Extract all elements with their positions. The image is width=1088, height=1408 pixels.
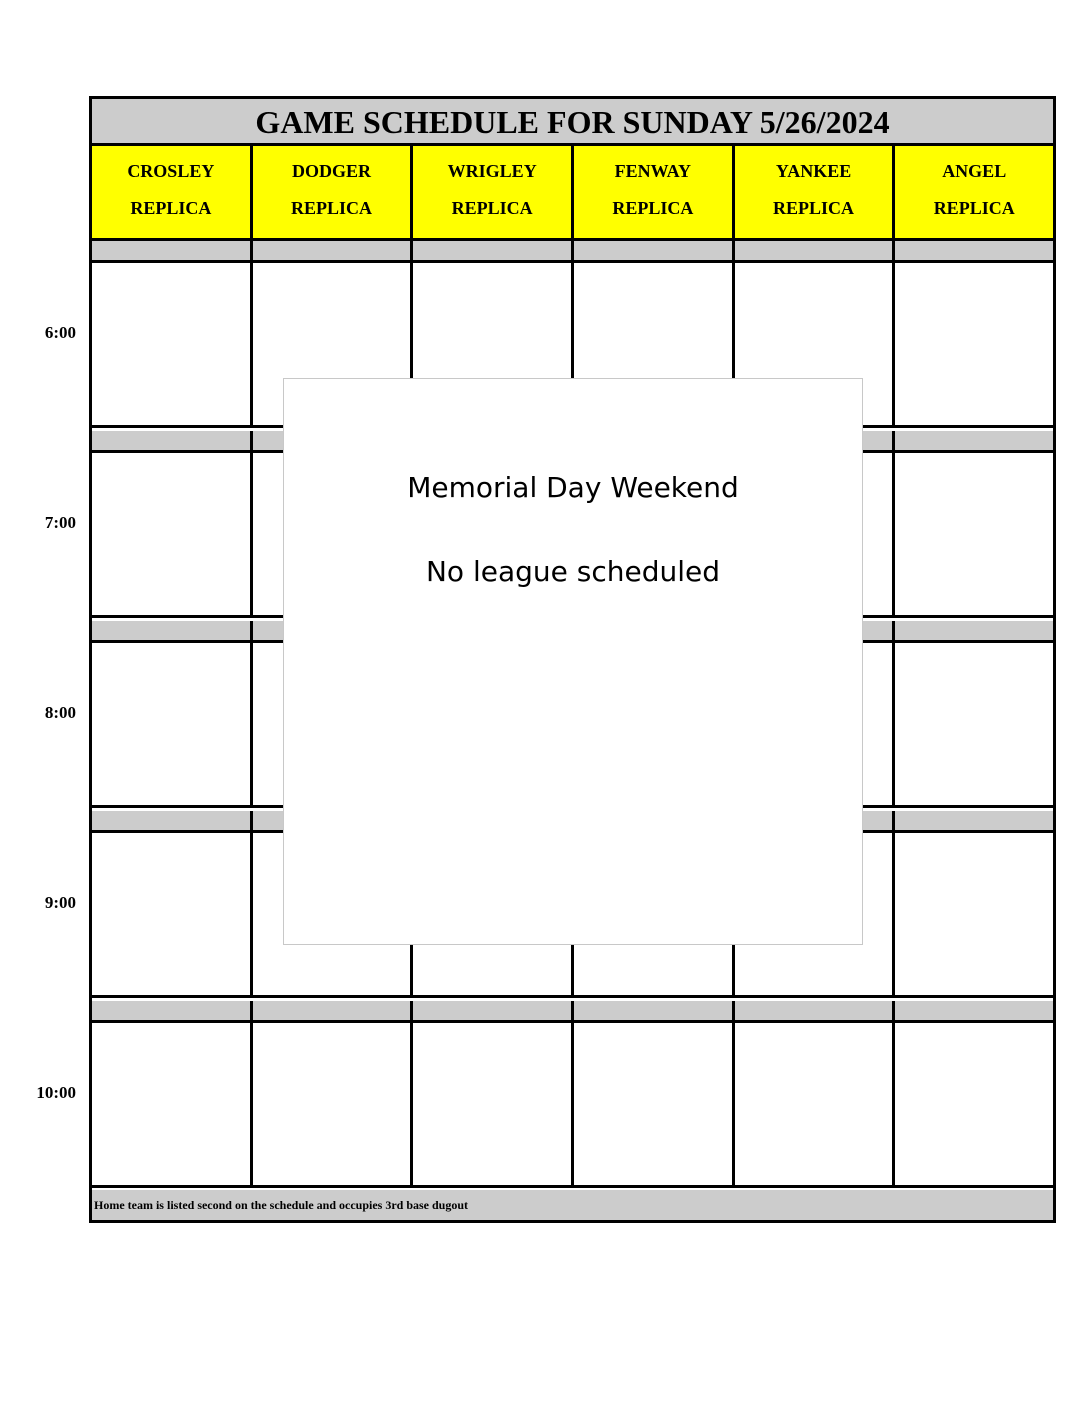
time-label: 8:00 <box>44 703 76 722</box>
game-cell <box>895 833 1053 998</box>
field-name: DODGER <box>292 161 372 181</box>
separator-cell <box>895 1001 1053 1023</box>
footer-note: Home team is listed second on the schedule and occupies 3rd base dugout <box>92 1190 1053 1220</box>
separator-cell <box>895 811 1053 833</box>
game-cell <box>895 1023 1053 1188</box>
separator-cell <box>735 241 896 263</box>
field-name: YANKEE <box>775 161 852 181</box>
separator-cell <box>253 1001 414 1023</box>
game-row <box>92 1023 1053 1188</box>
field-type: REPLICA <box>933 198 1015 218</box>
separator-cell <box>413 241 574 263</box>
game-cell <box>92 263 253 428</box>
separator-cell <box>895 431 1053 453</box>
slot-separator-row <box>92 1001 1053 1023</box>
time-label: 6:00 <box>44 323 76 342</box>
field-name: FENWAY <box>614 161 692 181</box>
time-label: 9:00 <box>44 893 76 912</box>
game-cell <box>413 1023 574 1188</box>
field-header-dodger <box>253 146 414 241</box>
field-name: ANGEL <box>942 161 1007 181</box>
game-cell <box>92 833 253 998</box>
game-cell <box>92 1023 253 1188</box>
game-cell <box>253 1023 414 1188</box>
separator-cell <box>92 431 253 453</box>
separator-cell <box>413 1001 574 1023</box>
notice-line-2: No league scheduled <box>425 555 721 588</box>
notice-line-1: Memorial Day Weekend <box>407 471 739 504</box>
field-header-angel <box>895 146 1053 241</box>
time-label: 10:00 <box>36 1083 76 1102</box>
separator-cell <box>895 621 1053 643</box>
separator-cell <box>574 1001 735 1023</box>
separator-cell <box>253 241 414 263</box>
notice-box <box>283 378 863 945</box>
game-cell <box>92 643 253 808</box>
separator-cell <box>92 241 253 263</box>
game-cell <box>92 453 253 618</box>
game-cell <box>574 1023 735 1188</box>
field-name: CROSLEY <box>127 161 215 181</box>
field-header-row <box>92 146 1053 241</box>
game-cell <box>895 263 1053 428</box>
field-header-fenway <box>574 146 735 241</box>
field-header-wrigley <box>413 146 574 241</box>
separator-cell <box>92 621 253 643</box>
time-label: 7:00 <box>44 513 76 532</box>
field-type: REPLICA <box>291 198 373 218</box>
field-type: REPLICA <box>773 198 855 218</box>
game-cell <box>895 453 1053 618</box>
game-cell <box>735 1023 896 1188</box>
field-name: WRIGLEY <box>447 161 537 181</box>
field-type: REPLICA <box>130 198 212 218</box>
slot-separator-row <box>92 241 1053 263</box>
game-cell <box>895 643 1053 808</box>
field-type: REPLICA <box>451 198 533 218</box>
separator-cell <box>574 241 735 263</box>
separator-cell <box>92 1001 253 1023</box>
field-type: REPLICA <box>612 198 694 218</box>
schedule-title: GAME SCHEDULE FOR SUNDAY 5/26/2024 <box>92 99 1053 146</box>
field-header-yankee <box>735 146 896 241</box>
field-header-crosley <box>92 146 253 241</box>
separator-cell <box>735 1001 896 1023</box>
separator-cell <box>895 241 1053 263</box>
separator-cell <box>92 811 253 833</box>
